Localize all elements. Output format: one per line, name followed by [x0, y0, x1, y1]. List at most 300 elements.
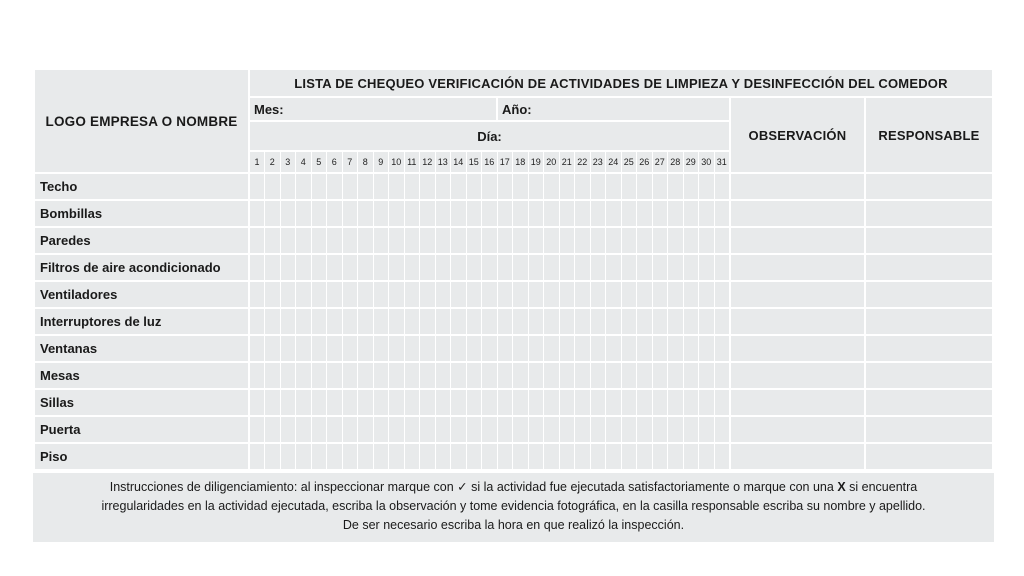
- check-cell-techo-day-11[interactable]: [404, 173, 420, 200]
- check-cell-mesas-day-25[interactable]: [621, 362, 637, 389]
- check-cell-ventiladores-day-15[interactable]: [466, 281, 482, 308]
- check-cell-filtros-de-aire-acondicionado-day-21[interactable]: [559, 254, 575, 281]
- check-cell-ventanas-day-1[interactable]: [249, 335, 265, 362]
- check-cell-filtros-de-aire-acondicionado-day-22[interactable]: [575, 254, 591, 281]
- check-cell-techo-day-3[interactable]: [280, 173, 296, 200]
- check-cell-piso-day-2[interactable]: [265, 443, 281, 470]
- check-cell-puerta-day-7[interactable]: [342, 416, 358, 443]
- observacion-cell-piso[interactable]: [730, 443, 865, 470]
- check-cell-interruptores-de-luz-day-27[interactable]: [652, 308, 668, 335]
- check-cell-techo-day-26[interactable]: [637, 173, 653, 200]
- check-cell-techo-day-18[interactable]: [513, 173, 529, 200]
- check-cell-mesas-day-4[interactable]: [296, 362, 312, 389]
- check-cell-interruptores-de-luz-day-22[interactable]: [575, 308, 591, 335]
- check-cell-sillas-day-29[interactable]: [683, 389, 699, 416]
- check-cell-mesas-day-23[interactable]: [590, 362, 606, 389]
- check-cell-ventanas-day-7[interactable]: [342, 335, 358, 362]
- check-cell-interruptores-de-luz-day-23[interactable]: [590, 308, 606, 335]
- check-cell-ventanas-day-3[interactable]: [280, 335, 296, 362]
- check-cell-bombillas-day-27[interactable]: [652, 200, 668, 227]
- check-cell-filtros-de-aire-acondicionado-day-2[interactable]: [265, 254, 281, 281]
- check-cell-ventanas-day-24[interactable]: [606, 335, 622, 362]
- check-cell-piso-day-30[interactable]: [699, 443, 715, 470]
- check-cell-filtros-de-aire-acondicionado-day-6[interactable]: [327, 254, 343, 281]
- check-cell-filtros-de-aire-acondicionado-day-15[interactable]: [466, 254, 482, 281]
- check-cell-ventanas-day-19[interactable]: [528, 335, 544, 362]
- check-cell-piso-day-17[interactable]: [497, 443, 513, 470]
- check-cell-ventiladores-day-12[interactable]: [420, 281, 436, 308]
- check-cell-ventanas-day-13[interactable]: [435, 335, 451, 362]
- check-cell-techo-day-10[interactable]: [389, 173, 405, 200]
- check-cell-mesas-day-6[interactable]: [327, 362, 343, 389]
- check-cell-piso-day-14[interactable]: [451, 443, 467, 470]
- check-cell-sillas-day-6[interactable]: [327, 389, 343, 416]
- check-cell-techo-day-5[interactable]: [311, 173, 327, 200]
- check-cell-sillas-day-11[interactable]: [404, 389, 420, 416]
- check-cell-ventiladores-day-28[interactable]: [668, 281, 684, 308]
- check-cell-paredes-day-1[interactable]: [249, 227, 265, 254]
- check-cell-bombillas-day-23[interactable]: [590, 200, 606, 227]
- check-cell-bombillas-day-8[interactable]: [358, 200, 374, 227]
- check-cell-ventiladores-day-25[interactable]: [621, 281, 637, 308]
- check-cell-interruptores-de-luz-day-21[interactable]: [559, 308, 575, 335]
- check-cell-piso-day-6[interactable]: [327, 443, 343, 470]
- check-cell-mesas-day-30[interactable]: [699, 362, 715, 389]
- check-cell-piso-day-26[interactable]: [637, 443, 653, 470]
- check-cell-sillas-day-19[interactable]: [528, 389, 544, 416]
- check-cell-piso-day-19[interactable]: [528, 443, 544, 470]
- check-cell-mesas-day-8[interactable]: [358, 362, 374, 389]
- check-cell-paredes-day-21[interactable]: [559, 227, 575, 254]
- check-cell-ventiladores-day-27[interactable]: [652, 281, 668, 308]
- check-cell-ventiladores-day-4[interactable]: [296, 281, 312, 308]
- check-cell-sillas-day-30[interactable]: [699, 389, 715, 416]
- check-cell-sillas-day-2[interactable]: [265, 389, 281, 416]
- check-cell-piso-day-21[interactable]: [559, 443, 575, 470]
- check-cell-ventiladores-day-26[interactable]: [637, 281, 653, 308]
- check-cell-mesas-day-16[interactable]: [482, 362, 498, 389]
- check-cell-mesas-day-29[interactable]: [683, 362, 699, 389]
- check-cell-interruptores-de-luz-day-19[interactable]: [528, 308, 544, 335]
- check-cell-puerta-day-3[interactable]: [280, 416, 296, 443]
- check-cell-ventiladores-day-16[interactable]: [482, 281, 498, 308]
- check-cell-techo-day-13[interactable]: [435, 173, 451, 200]
- check-cell-piso-day-27[interactable]: [652, 443, 668, 470]
- check-cell-piso-day-4[interactable]: [296, 443, 312, 470]
- check-cell-paredes-day-7[interactable]: [342, 227, 358, 254]
- check-cell-filtros-de-aire-acondicionado-day-8[interactable]: [358, 254, 374, 281]
- responsable-cell-puerta[interactable]: [865, 416, 993, 443]
- check-cell-interruptores-de-luz-day-13[interactable]: [435, 308, 451, 335]
- check-cell-bombillas-day-14[interactable]: [451, 200, 467, 227]
- check-cell-bombillas-day-3[interactable]: [280, 200, 296, 227]
- check-cell-sillas-day-25[interactable]: [621, 389, 637, 416]
- check-cell-puerta-day-9[interactable]: [373, 416, 389, 443]
- check-cell-filtros-de-aire-acondicionado-day-12[interactable]: [420, 254, 436, 281]
- check-cell-interruptores-de-luz-day-31[interactable]: [714, 308, 730, 335]
- check-cell-ventanas-day-14[interactable]: [451, 335, 467, 362]
- check-cell-paredes-day-9[interactable]: [373, 227, 389, 254]
- check-cell-filtros-de-aire-acondicionado-day-23[interactable]: [590, 254, 606, 281]
- check-cell-puerta-day-1[interactable]: [249, 416, 265, 443]
- check-cell-puerta-day-4[interactable]: [296, 416, 312, 443]
- responsable-cell-mesas[interactable]: [865, 362, 993, 389]
- check-cell-ventiladores-day-17[interactable]: [497, 281, 513, 308]
- check-cell-mesas-day-19[interactable]: [528, 362, 544, 389]
- check-cell-bombillas-day-2[interactable]: [265, 200, 281, 227]
- check-cell-paredes-day-20[interactable]: [544, 227, 560, 254]
- check-cell-piso-day-28[interactable]: [668, 443, 684, 470]
- check-cell-techo-day-20[interactable]: [544, 173, 560, 200]
- check-cell-bombillas-day-28[interactable]: [668, 200, 684, 227]
- check-cell-ventiladores-day-29[interactable]: [683, 281, 699, 308]
- check-cell-bombillas-day-25[interactable]: [621, 200, 637, 227]
- check-cell-piso-day-20[interactable]: [544, 443, 560, 470]
- check-cell-sillas-day-16[interactable]: [482, 389, 498, 416]
- check-cell-mesas-day-5[interactable]: [311, 362, 327, 389]
- check-cell-interruptores-de-luz-day-16[interactable]: [482, 308, 498, 335]
- check-cell-interruptores-de-luz-day-4[interactable]: [296, 308, 312, 335]
- check-cell-paredes-day-12[interactable]: [420, 227, 436, 254]
- responsable-cell-sillas[interactable]: [865, 389, 993, 416]
- check-cell-filtros-de-aire-acondicionado-day-31[interactable]: [714, 254, 730, 281]
- check-cell-mesas-day-2[interactable]: [265, 362, 281, 389]
- check-cell-paredes-day-24[interactable]: [606, 227, 622, 254]
- check-cell-paredes-day-4[interactable]: [296, 227, 312, 254]
- check-cell-ventiladores-day-13[interactable]: [435, 281, 451, 308]
- check-cell-ventanas-day-26[interactable]: [637, 335, 653, 362]
- check-cell-bombillas-day-4[interactable]: [296, 200, 312, 227]
- check-cell-piso-day-18[interactable]: [513, 443, 529, 470]
- observacion-cell-mesas[interactable]: [730, 362, 865, 389]
- check-cell-filtros-de-aire-acondicionado-day-11[interactable]: [404, 254, 420, 281]
- check-cell-ventiladores-day-1[interactable]: [249, 281, 265, 308]
- check-cell-filtros-de-aire-acondicionado-day-4[interactable]: [296, 254, 312, 281]
- check-cell-paredes-day-22[interactable]: [575, 227, 591, 254]
- check-cell-ventiladores-day-5[interactable]: [311, 281, 327, 308]
- observacion-cell-techo[interactable]: [730, 173, 865, 200]
- check-cell-puerta-day-25[interactable]: [621, 416, 637, 443]
- check-cell-bombillas-day-19[interactable]: [528, 200, 544, 227]
- responsable-cell-interruptores-de-luz[interactable]: [865, 308, 993, 335]
- responsable-cell-piso[interactable]: [865, 443, 993, 470]
- check-cell-interruptores-de-luz-day-2[interactable]: [265, 308, 281, 335]
- check-cell-filtros-de-aire-acondicionado-day-17[interactable]: [497, 254, 513, 281]
- check-cell-ventiladores-day-8[interactable]: [358, 281, 374, 308]
- check-cell-paredes-day-26[interactable]: [637, 227, 653, 254]
- check-cell-interruptores-de-luz-day-6[interactable]: [327, 308, 343, 335]
- check-cell-paredes-day-2[interactable]: [265, 227, 281, 254]
- check-cell-mesas-day-31[interactable]: [714, 362, 730, 389]
- check-cell-bombillas-day-31[interactable]: [714, 200, 730, 227]
- check-cell-bombillas-day-22[interactable]: [575, 200, 591, 227]
- check-cell-ventanas-day-16[interactable]: [482, 335, 498, 362]
- check-cell-sillas-day-21[interactable]: [559, 389, 575, 416]
- check-cell-puerta-day-5[interactable]: [311, 416, 327, 443]
- check-cell-techo-day-27[interactable]: [652, 173, 668, 200]
- check-cell-ventanas-day-30[interactable]: [699, 335, 715, 362]
- check-cell-techo-day-8[interactable]: [358, 173, 374, 200]
- check-cell-bombillas-day-13[interactable]: [435, 200, 451, 227]
- check-cell-sillas-day-15[interactable]: [466, 389, 482, 416]
- check-cell-filtros-de-aire-acondicionado-day-18[interactable]: [513, 254, 529, 281]
- check-cell-ventanas-day-25[interactable]: [621, 335, 637, 362]
- check-cell-sillas-day-4[interactable]: [296, 389, 312, 416]
- ano-field[interactable]: [497, 97, 730, 121]
- check-cell-mesas-day-24[interactable]: [606, 362, 622, 389]
- check-cell-sillas-day-12[interactable]: [420, 389, 436, 416]
- check-cell-ventanas-day-18[interactable]: [513, 335, 529, 362]
- check-cell-sillas-day-5[interactable]: [311, 389, 327, 416]
- check-cell-ventanas-day-20[interactable]: [544, 335, 560, 362]
- check-cell-bombillas-day-12[interactable]: [420, 200, 436, 227]
- check-cell-mesas-day-18[interactable]: [513, 362, 529, 389]
- check-cell-bombillas-day-5[interactable]: [311, 200, 327, 227]
- check-cell-interruptores-de-luz-day-28[interactable]: [668, 308, 684, 335]
- check-cell-paredes-day-11[interactable]: [404, 227, 420, 254]
- check-cell-ventiladores-day-20[interactable]: [544, 281, 560, 308]
- check-cell-ventanas-day-4[interactable]: [296, 335, 312, 362]
- check-cell-bombillas-day-17[interactable]: [497, 200, 513, 227]
- check-cell-sillas-day-9[interactable]: [373, 389, 389, 416]
- check-cell-ventanas-day-15[interactable]: [466, 335, 482, 362]
- check-cell-interruptores-de-luz-day-5[interactable]: [311, 308, 327, 335]
- check-cell-filtros-de-aire-acondicionado-day-28[interactable]: [668, 254, 684, 281]
- check-cell-techo-day-16[interactable]: [482, 173, 498, 200]
- check-cell-filtros-de-aire-acondicionado-day-24[interactable]: [606, 254, 622, 281]
- check-cell-ventiladores-day-7[interactable]: [342, 281, 358, 308]
- check-cell-puerta-day-20[interactable]: [544, 416, 560, 443]
- check-cell-puerta-day-29[interactable]: [683, 416, 699, 443]
- check-cell-filtros-de-aire-acondicionado-day-14[interactable]: [451, 254, 467, 281]
- check-cell-ventiladores-day-6[interactable]: [327, 281, 343, 308]
- check-cell-puerta-day-21[interactable]: [559, 416, 575, 443]
- check-cell-mesas-day-27[interactable]: [652, 362, 668, 389]
- check-cell-ventanas-day-6[interactable]: [327, 335, 343, 362]
- check-cell-mesas-day-7[interactable]: [342, 362, 358, 389]
- check-cell-interruptores-de-luz-day-11[interactable]: [404, 308, 420, 335]
- check-cell-ventanas-day-10[interactable]: [389, 335, 405, 362]
- check-cell-filtros-de-aire-acondicionado-day-7[interactable]: [342, 254, 358, 281]
- check-cell-filtros-de-aire-acondicionado-day-19[interactable]: [528, 254, 544, 281]
- check-cell-interruptores-de-luz-day-10[interactable]: [389, 308, 405, 335]
- check-cell-mesas-day-14[interactable]: [451, 362, 467, 389]
- check-cell-mesas-day-17[interactable]: [497, 362, 513, 389]
- check-cell-interruptores-de-luz-day-7[interactable]: [342, 308, 358, 335]
- check-cell-bombillas-day-1[interactable]: [249, 200, 265, 227]
- check-cell-sillas-day-23[interactable]: [590, 389, 606, 416]
- check-cell-puerta-day-13[interactable]: [435, 416, 451, 443]
- check-cell-piso-day-22[interactable]: [575, 443, 591, 470]
- check-cell-sillas-day-17[interactable]: [497, 389, 513, 416]
- check-cell-ventiladores-day-11[interactable]: [404, 281, 420, 308]
- check-cell-techo-day-25[interactable]: [621, 173, 637, 200]
- check-cell-paredes-day-30[interactable]: [699, 227, 715, 254]
- observacion-cell-ventanas[interactable]: [730, 335, 865, 362]
- check-cell-techo-day-7[interactable]: [342, 173, 358, 200]
- check-cell-bombillas-day-30[interactable]: [699, 200, 715, 227]
- check-cell-techo-day-24[interactable]: [606, 173, 622, 200]
- check-cell-paredes-day-27[interactable]: [652, 227, 668, 254]
- check-cell-puerta-day-24[interactable]: [606, 416, 622, 443]
- responsable-cell-ventanas[interactable]: [865, 335, 993, 362]
- observacion-cell-puerta[interactable]: [730, 416, 865, 443]
- check-cell-ventanas-day-27[interactable]: [652, 335, 668, 362]
- check-cell-ventanas-day-9[interactable]: [373, 335, 389, 362]
- check-cell-interruptores-de-luz-day-26[interactable]: [637, 308, 653, 335]
- check-cell-mesas-day-3[interactable]: [280, 362, 296, 389]
- responsable-cell-bombillas[interactable]: [865, 200, 993, 227]
- check-cell-piso-day-3[interactable]: [280, 443, 296, 470]
- check-cell-techo-day-6[interactable]: [327, 173, 343, 200]
- observacion-cell-filtros-de-aire-acondicionado[interactable]: [730, 254, 865, 281]
- check-cell-ventiladores-day-23[interactable]: [590, 281, 606, 308]
- check-cell-ventanas-day-29[interactable]: [683, 335, 699, 362]
- check-cell-techo-day-14[interactable]: [451, 173, 467, 200]
- responsable-cell-techo[interactable]: [865, 173, 993, 200]
- check-cell-filtros-de-aire-acondicionado-day-1[interactable]: [249, 254, 265, 281]
- check-cell-paredes-day-31[interactable]: [714, 227, 730, 254]
- check-cell-techo-day-23[interactable]: [590, 173, 606, 200]
- check-cell-mesas-day-1[interactable]: [249, 362, 265, 389]
- check-cell-piso-day-15[interactable]: [466, 443, 482, 470]
- check-cell-sillas-day-27[interactable]: [652, 389, 668, 416]
- check-cell-paredes-day-10[interactable]: [389, 227, 405, 254]
- check-cell-interruptores-de-luz-day-14[interactable]: [451, 308, 467, 335]
- check-cell-bombillas-day-26[interactable]: [637, 200, 653, 227]
- check-cell-piso-day-8[interactable]: [358, 443, 374, 470]
- check-cell-sillas-day-26[interactable]: [637, 389, 653, 416]
- check-cell-interruptores-de-luz-day-29[interactable]: [683, 308, 699, 335]
- check-cell-puerta-day-27[interactable]: [652, 416, 668, 443]
- check-cell-sillas-day-7[interactable]: [342, 389, 358, 416]
- check-cell-filtros-de-aire-acondicionado-day-9[interactable]: [373, 254, 389, 281]
- check-cell-filtros-de-aire-acondicionado-day-10[interactable]: [389, 254, 405, 281]
- check-cell-techo-day-15[interactable]: [466, 173, 482, 200]
- check-cell-bombillas-day-7[interactable]: [342, 200, 358, 227]
- check-cell-bombillas-day-10[interactable]: [389, 200, 405, 227]
- check-cell-piso-day-31[interactable]: [714, 443, 730, 470]
- check-cell-mesas-day-11[interactable]: [404, 362, 420, 389]
- check-cell-mesas-day-22[interactable]: [575, 362, 591, 389]
- check-cell-ventanas-day-11[interactable]: [404, 335, 420, 362]
- check-cell-puerta-day-11[interactable]: [404, 416, 420, 443]
- responsable-cell-ventiladores[interactable]: [865, 281, 993, 308]
- check-cell-ventanas-day-12[interactable]: [420, 335, 436, 362]
- check-cell-piso-day-5[interactable]: [311, 443, 327, 470]
- check-cell-techo-day-21[interactable]: [559, 173, 575, 200]
- check-cell-ventiladores-day-19[interactable]: [528, 281, 544, 308]
- check-cell-puerta-day-19[interactable]: [528, 416, 544, 443]
- check-cell-techo-day-28[interactable]: [668, 173, 684, 200]
- check-cell-filtros-de-aire-acondicionado-day-26[interactable]: [637, 254, 653, 281]
- check-cell-interruptores-de-luz-day-17[interactable]: [497, 308, 513, 335]
- check-cell-filtros-de-aire-acondicionado-day-3[interactable]: [280, 254, 296, 281]
- check-cell-interruptores-de-luz-day-8[interactable]: [358, 308, 374, 335]
- check-cell-ventanas-day-23[interactable]: [590, 335, 606, 362]
- check-cell-techo-day-19[interactable]: [528, 173, 544, 200]
- check-cell-mesas-day-20[interactable]: [544, 362, 560, 389]
- check-cell-sillas-day-20[interactable]: [544, 389, 560, 416]
- check-cell-filtros-de-aire-acondicionado-day-25[interactable]: [621, 254, 637, 281]
- check-cell-puerta-day-8[interactable]: [358, 416, 374, 443]
- check-cell-mesas-day-10[interactable]: [389, 362, 405, 389]
- check-cell-paredes-day-13[interactable]: [435, 227, 451, 254]
- check-cell-bombillas-day-18[interactable]: [513, 200, 529, 227]
- check-cell-ventiladores-day-21[interactable]: [559, 281, 575, 308]
- check-cell-techo-day-17[interactable]: [497, 173, 513, 200]
- check-cell-puerta-day-15[interactable]: [466, 416, 482, 443]
- check-cell-techo-day-12[interactable]: [420, 173, 436, 200]
- check-cell-piso-day-29[interactable]: [683, 443, 699, 470]
- check-cell-sillas-day-14[interactable]: [451, 389, 467, 416]
- check-cell-ventanas-day-8[interactable]: [358, 335, 374, 362]
- check-cell-ventiladores-day-31[interactable]: [714, 281, 730, 308]
- check-cell-sillas-day-31[interactable]: [714, 389, 730, 416]
- check-cell-ventanas-day-5[interactable]: [311, 335, 327, 362]
- responsable-cell-paredes[interactable]: [865, 227, 993, 254]
- check-cell-ventiladores-day-18[interactable]: [513, 281, 529, 308]
- check-cell-bombillas-day-20[interactable]: [544, 200, 560, 227]
- check-cell-bombillas-day-11[interactable]: [404, 200, 420, 227]
- check-cell-paredes-day-8[interactable]: [358, 227, 374, 254]
- check-cell-techo-day-9[interactable]: [373, 173, 389, 200]
- check-cell-piso-day-13[interactable]: [435, 443, 451, 470]
- check-cell-ventanas-day-28[interactable]: [668, 335, 684, 362]
- check-cell-bombillas-day-21[interactable]: [559, 200, 575, 227]
- observacion-cell-interruptores-de-luz[interactable]: [730, 308, 865, 335]
- check-cell-paredes-day-3[interactable]: [280, 227, 296, 254]
- check-cell-piso-day-12[interactable]: [420, 443, 436, 470]
- check-cell-ventiladores-day-24[interactable]: [606, 281, 622, 308]
- check-cell-bombillas-day-9[interactable]: [373, 200, 389, 227]
- check-cell-sillas-day-1[interactable]: [249, 389, 265, 416]
- responsable-cell-filtros-de-aire-acondicionado[interactable]: [865, 254, 993, 281]
- check-cell-interruptores-de-luz-day-15[interactable]: [466, 308, 482, 335]
- check-cell-piso-day-1[interactable]: [249, 443, 265, 470]
- check-cell-interruptores-de-luz-day-1[interactable]: [249, 308, 265, 335]
- check-cell-ventiladores-day-2[interactable]: [265, 281, 281, 308]
- check-cell-ventiladores-day-30[interactable]: [699, 281, 715, 308]
- check-cell-ventiladores-day-10[interactable]: [389, 281, 405, 308]
- check-cell-paredes-day-17[interactable]: [497, 227, 513, 254]
- check-cell-mesas-day-13[interactable]: [435, 362, 451, 389]
- check-cell-piso-day-23[interactable]: [590, 443, 606, 470]
- check-cell-puerta-day-26[interactable]: [637, 416, 653, 443]
- check-cell-paredes-day-19[interactable]: [528, 227, 544, 254]
- mes-field[interactable]: [249, 97, 497, 121]
- check-cell-bombillas-day-6[interactable]: [327, 200, 343, 227]
- check-cell-interruptores-de-luz-day-20[interactable]: [544, 308, 560, 335]
- check-cell-ventanas-day-31[interactable]: [714, 335, 730, 362]
- check-cell-interruptores-de-luz-day-3[interactable]: [280, 308, 296, 335]
- check-cell-paredes-day-16[interactable]: [482, 227, 498, 254]
- check-cell-piso-day-7[interactable]: [342, 443, 358, 470]
- check-cell-mesas-day-15[interactable]: [466, 362, 482, 389]
- check-cell-filtros-de-aire-acondicionado-day-27[interactable]: [652, 254, 668, 281]
- check-cell-sillas-day-24[interactable]: [606, 389, 622, 416]
- check-cell-mesas-day-12[interactable]: [420, 362, 436, 389]
- check-cell-piso-day-9[interactable]: [373, 443, 389, 470]
- check-cell-ventanas-day-22[interactable]: [575, 335, 591, 362]
- check-cell-puerta-day-28[interactable]: [668, 416, 684, 443]
- check-cell-ventiladores-day-3[interactable]: [280, 281, 296, 308]
- check-cell-ventanas-day-21[interactable]: [559, 335, 575, 362]
- check-cell-sillas-day-10[interactable]: [389, 389, 405, 416]
- check-cell-puerta-day-31[interactable]: [714, 416, 730, 443]
- check-cell-mesas-day-21[interactable]: [559, 362, 575, 389]
- check-cell-puerta-day-23[interactable]: [590, 416, 606, 443]
